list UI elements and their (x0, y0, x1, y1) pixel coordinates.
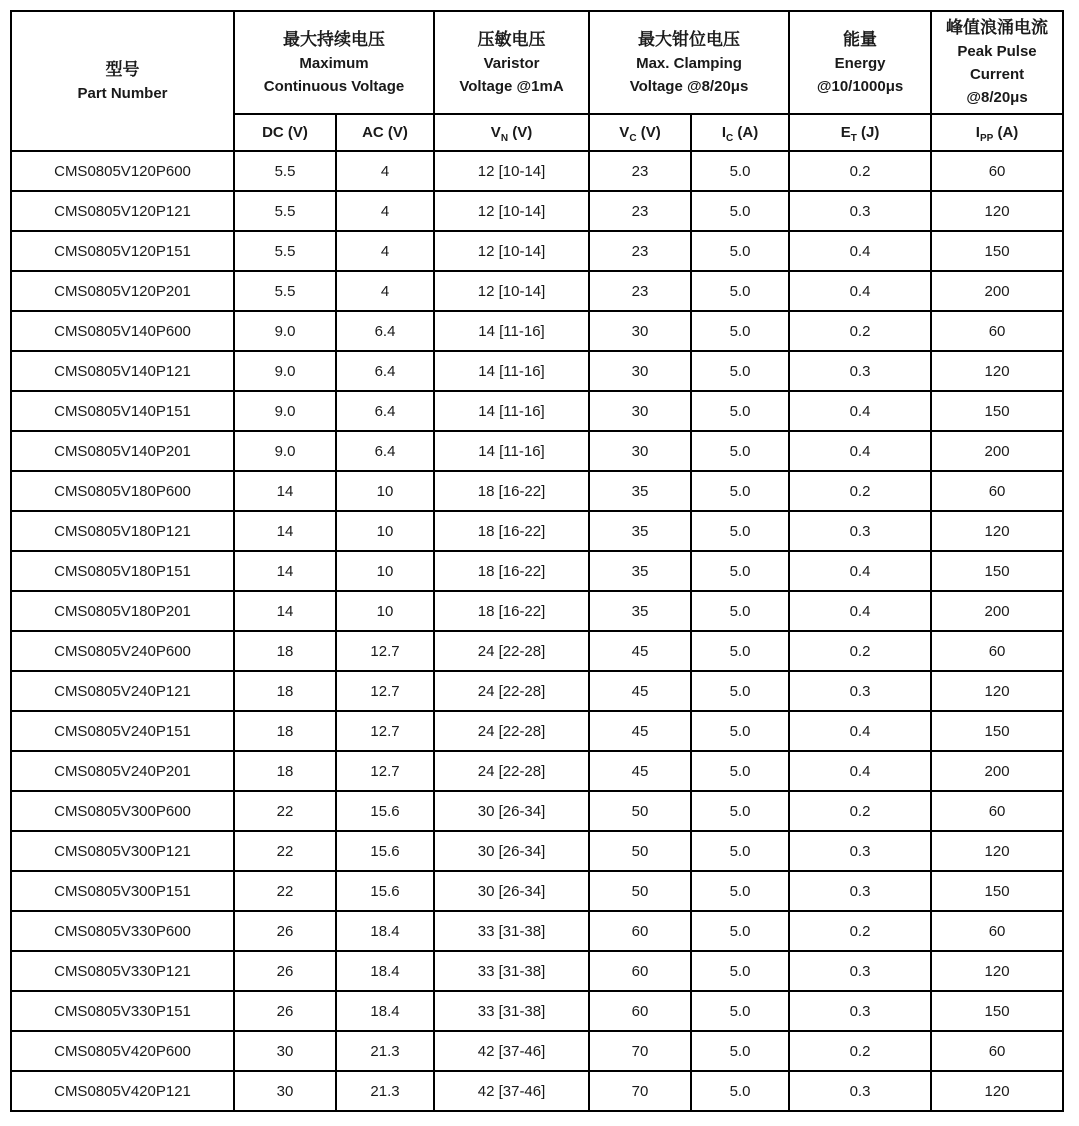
value-cell: 5.5 (234, 231, 336, 271)
value-cell: 10 (336, 551, 434, 591)
value-cell: 0.4 (789, 751, 931, 791)
value-cell: 60 (931, 1031, 1063, 1071)
value-cell: 42 [37-46] (434, 1071, 589, 1111)
value-cell: 70 (589, 1071, 691, 1111)
part-number-cell: CMS0805V180P121 (11, 511, 234, 551)
value-cell: 12.7 (336, 631, 434, 671)
value-cell: 70 (589, 1031, 691, 1071)
group-label-line: 峰值浪涌电流 (946, 18, 1049, 37)
part-number-cell: CMS0805V180P151 (11, 551, 234, 591)
value-cell: 30 (234, 1031, 336, 1071)
value-cell: 24 [22-28] (434, 671, 589, 711)
part-number-cell: CMS0805V180P201 (11, 591, 234, 631)
value-cell: 12.7 (336, 751, 434, 791)
value-cell: 5.0 (691, 551, 789, 591)
table-row (11, 991, 1063, 1031)
value-cell: 0.2 (789, 911, 931, 951)
value-cell: 0.4 (789, 431, 931, 471)
group-label-line: 最大钳位电压 (638, 29, 741, 49)
value-cell: 14 [11-16] (434, 431, 589, 471)
group-label-line: Current (969, 66, 1025, 83)
value-cell: 150 (931, 711, 1063, 751)
value-cell: 10 (336, 511, 434, 551)
value-cell: 5.0 (691, 431, 789, 471)
value-cell: 14 [11-16] (434, 391, 589, 431)
table-row (11, 831, 1063, 871)
value-cell: 33 [31-38] (434, 991, 589, 1031)
table-row (11, 311, 1063, 351)
value-cell: 12 [10-14] (434, 271, 589, 311)
header-dc-v (234, 114, 336, 151)
value-cell: 5.0 (691, 1031, 789, 1071)
column-label: V (490, 124, 501, 141)
value-cell: 6.4 (336, 431, 434, 471)
part-number-cell: CMS0805V330P121 (11, 951, 234, 991)
value-cell: 18 [16-22] (434, 511, 589, 551)
value-cell: 5.0 (691, 271, 789, 311)
value-cell: 24 [22-28] (434, 631, 589, 671)
header-ic (691, 114, 789, 151)
value-cell: 6.4 (336, 391, 434, 431)
value-cell: 18 [16-22] (434, 471, 589, 511)
value-cell: 18.4 (336, 991, 434, 1031)
value-cell: 5.0 (691, 511, 789, 551)
value-cell: 4 (336, 191, 434, 231)
value-cell: 33 [31-38] (434, 911, 589, 951)
value-cell: 6.4 (336, 351, 434, 391)
table-row (11, 231, 1063, 271)
value-cell: 30 [26-34] (434, 831, 589, 871)
table-header (11, 11, 1063, 151)
table-row (11, 1071, 1063, 1111)
value-cell: 5.5 (234, 271, 336, 311)
header-ipp (931, 114, 1063, 151)
column-subscript: N (500, 133, 509, 144)
value-cell: 5.0 (691, 951, 789, 991)
table-body (11, 151, 1063, 1111)
value-cell: 30 [26-34] (434, 791, 589, 831)
header-group-row (11, 11, 1063, 114)
value-cell: 24 [22-28] (434, 711, 589, 751)
value-cell: 14 (234, 551, 336, 591)
value-cell: 5.0 (691, 791, 789, 831)
table-row (11, 791, 1063, 831)
value-cell: 0.3 (789, 991, 931, 1031)
group-label-line: Peak Pulse (957, 43, 1037, 60)
header-group-varistor-voltage (434, 11, 589, 114)
value-cell: 12.7 (336, 711, 434, 751)
value-cell: 9.0 (234, 351, 336, 391)
column-unit: (V) (636, 124, 661, 141)
table-row (11, 631, 1063, 671)
group-label-line: Max. Clamping (636, 54, 742, 72)
column-subscript: C (629, 133, 637, 144)
value-cell: 35 (589, 551, 691, 591)
column-unit: (J) (856, 124, 880, 141)
table-row (11, 751, 1063, 791)
column-label: E (840, 124, 851, 141)
value-cell: 200 (931, 271, 1063, 311)
group-label-line: Maximum (299, 54, 369, 72)
value-cell: 18 [16-22] (434, 591, 589, 631)
value-cell: 18.4 (336, 951, 434, 991)
column-label: V (619, 124, 630, 141)
group-label-line: Voltage @1mA (459, 77, 564, 95)
value-cell: 60 (931, 471, 1063, 511)
column-label: DC (262, 124, 284, 141)
value-cell: 0.4 (789, 391, 931, 431)
value-cell: 12 [10-14] (434, 191, 589, 231)
value-cell: 5.0 (691, 831, 789, 871)
value-cell: 120 (931, 191, 1063, 231)
value-cell: 10 (336, 591, 434, 631)
value-cell: 12 [10-14] (434, 151, 589, 191)
value-cell: 0.3 (789, 871, 931, 911)
value-cell: 60 (931, 791, 1063, 831)
value-cell: 12 [10-14] (434, 231, 589, 271)
group-label-line: Energy (834, 54, 886, 72)
header-group-max-clamping-voltage (589, 11, 789, 114)
value-cell: 0.3 (789, 511, 931, 551)
column-subscript: PP (979, 133, 994, 144)
value-cell: 35 (589, 591, 691, 631)
table-row (11, 591, 1063, 631)
value-cell: 30 (589, 351, 691, 391)
header-group-peak-pulse-current (931, 11, 1063, 114)
value-cell: 50 (589, 831, 691, 871)
value-cell: 150 (931, 391, 1063, 431)
part-number-label-zh: 型号 (105, 59, 140, 79)
part-number-cell: CMS0805V240P121 (11, 671, 234, 711)
value-cell: 4 (336, 231, 434, 271)
value-cell: 5.0 (691, 191, 789, 231)
value-cell: 0.2 (789, 791, 931, 831)
value-cell: 18 (234, 711, 336, 751)
part-number-cell: CMS0805V140P600 (11, 311, 234, 351)
value-cell: 0.3 (789, 1071, 931, 1111)
part-number-cell: CMS0805V300P151 (11, 871, 234, 911)
value-cell: 26 (234, 991, 336, 1031)
value-cell: 23 (589, 151, 691, 191)
value-cell: 0.3 (789, 671, 931, 711)
value-cell: 5.5 (234, 151, 336, 191)
value-cell: 14 (234, 511, 336, 551)
value-cell: 5.0 (691, 351, 789, 391)
part-number-cell: CMS0805V120P600 (11, 151, 234, 191)
table-row (11, 1031, 1063, 1071)
value-cell: 12.7 (336, 671, 434, 711)
value-cell: 150 (931, 991, 1063, 1031)
value-cell: 5.0 (691, 631, 789, 671)
value-cell: 5.0 (691, 471, 789, 511)
value-cell: 30 (589, 311, 691, 351)
value-cell: 150 (931, 551, 1063, 591)
column-unit: (V) (283, 124, 308, 141)
value-cell: 24 [22-28] (434, 751, 589, 791)
table-row (11, 671, 1063, 711)
group-label-line: 最大持续电压 (283, 29, 385, 49)
value-cell: 30 (589, 391, 691, 431)
value-cell: 15.6 (336, 831, 434, 871)
header-part-number (11, 11, 234, 151)
value-cell: 22 (234, 791, 336, 831)
value-cell: 120 (931, 951, 1063, 991)
value-cell: 18 (234, 671, 336, 711)
value-cell: 14 (234, 471, 336, 511)
part-number-cell: CMS0805V240P600 (11, 631, 234, 671)
value-cell: 15.6 (336, 871, 434, 911)
column-label: I (721, 124, 726, 141)
value-cell: 33 [31-38] (434, 951, 589, 991)
varistor-spec-table (10, 10, 1064, 1112)
part-number-cell: CMS0805V180P600 (11, 471, 234, 511)
value-cell: 35 (589, 511, 691, 551)
value-cell: 45 (589, 671, 691, 711)
value-cell: 6.4 (336, 311, 434, 351)
value-cell: 0.4 (789, 271, 931, 311)
value-cell: 0.4 (789, 711, 931, 751)
column-label: I (975, 124, 980, 141)
value-cell: 60 (931, 151, 1063, 191)
value-cell: 150 (931, 231, 1063, 271)
value-cell: 26 (234, 911, 336, 951)
column-unit: (A) (993, 124, 1019, 141)
value-cell: 9.0 (234, 311, 336, 351)
group-label-line: 压敏电压 (477, 29, 546, 49)
header-group-max-continuous-voltage (234, 11, 434, 114)
header-vn (434, 114, 589, 151)
value-cell: 0.2 (789, 471, 931, 511)
value-cell: 50 (589, 791, 691, 831)
value-cell: 60 (931, 311, 1063, 351)
column-subscript: T (850, 133, 857, 144)
value-cell: 15.6 (336, 791, 434, 831)
part-number-label-en: Part Number (77, 84, 168, 102)
value-cell: 5.0 (691, 591, 789, 631)
value-cell: 0.2 (789, 151, 931, 191)
value-cell: 23 (589, 271, 691, 311)
value-cell: 0.3 (789, 951, 931, 991)
value-cell: 50 (589, 871, 691, 911)
table-row (11, 271, 1063, 311)
value-cell: 200 (931, 751, 1063, 791)
value-cell: 5.0 (691, 1071, 789, 1111)
table-row (11, 551, 1063, 591)
header-group-energy (789, 11, 931, 114)
part-number-cell: CMS0805V330P151 (11, 991, 234, 1031)
value-cell: 9.0 (234, 391, 336, 431)
value-cell: 120 (931, 831, 1063, 871)
group-label-line: 能量 (843, 29, 878, 49)
value-cell: 30 (589, 431, 691, 471)
value-cell: 200 (931, 591, 1063, 631)
value-cell: 120 (931, 671, 1063, 711)
part-number-cell: CMS0805V240P201 (11, 751, 234, 791)
value-cell: 42 [37-46] (434, 1031, 589, 1071)
value-cell: 5.0 (691, 311, 789, 351)
group-label-line: Voltage @8/20μs (629, 77, 749, 95)
value-cell: 5.0 (691, 991, 789, 1031)
value-cell: 10 (336, 471, 434, 511)
part-number-cell: CMS0805V300P121 (11, 831, 234, 871)
value-cell: 150 (931, 871, 1063, 911)
table-row (11, 351, 1063, 391)
value-cell: 5.0 (691, 871, 789, 911)
column-unit: (V) (383, 124, 408, 141)
part-number-cell: CMS0805V120P201 (11, 271, 234, 311)
value-cell: 120 (931, 511, 1063, 551)
value-cell: 45 (589, 751, 691, 791)
table-row (11, 511, 1063, 551)
value-cell: 0.4 (789, 591, 931, 631)
column-label: AC (362, 124, 384, 141)
table-row (11, 871, 1063, 911)
value-cell: 5.0 (691, 671, 789, 711)
table-row (11, 471, 1063, 511)
value-cell: 18 [16-22] (434, 551, 589, 591)
value-cell: 14 (234, 591, 336, 631)
value-cell: 5.0 (691, 911, 789, 951)
value-cell: 26 (234, 951, 336, 991)
part-number-cell: CMS0805V120P151 (11, 231, 234, 271)
value-cell: 0.4 (789, 231, 931, 271)
part-number-cell: CMS0805V240P151 (11, 711, 234, 751)
value-cell: 60 (931, 911, 1063, 951)
value-cell: 0.2 (789, 311, 931, 351)
value-cell: 4 (336, 271, 434, 311)
table-row (11, 711, 1063, 751)
value-cell: 5.0 (691, 711, 789, 751)
part-number-cell: CMS0805V420P121 (11, 1071, 234, 1111)
value-cell: 22 (234, 831, 336, 871)
value-cell: 4 (336, 151, 434, 191)
value-cell: 200 (931, 431, 1063, 471)
column-unit: (V) (508, 124, 533, 141)
value-cell: 5.0 (691, 231, 789, 271)
value-cell: 0.2 (789, 631, 931, 671)
value-cell: 60 (589, 991, 691, 1031)
value-cell: 18 (234, 631, 336, 671)
value-cell: 23 (589, 231, 691, 271)
table-row (11, 151, 1063, 191)
table-row (11, 431, 1063, 471)
value-cell: 60 (589, 951, 691, 991)
table-row (11, 951, 1063, 991)
value-cell: 21.3 (336, 1071, 434, 1111)
value-cell: 23 (589, 191, 691, 231)
value-cell: 45 (589, 711, 691, 751)
group-label-line: @8/20μs (966, 89, 1028, 106)
header-ac-v (336, 114, 434, 151)
value-cell: 5.0 (691, 751, 789, 791)
part-number-cell: CMS0805V120P121 (11, 191, 234, 231)
value-cell: 0.4 (789, 551, 931, 591)
column-unit: (A) (733, 124, 759, 141)
value-cell: 14 [11-16] (434, 351, 589, 391)
part-number-cell: CMS0805V300P600 (11, 791, 234, 831)
header-vc (589, 114, 691, 151)
column-subscript: C (725, 133, 734, 144)
value-cell: 35 (589, 471, 691, 511)
value-cell: 22 (234, 871, 336, 911)
value-cell: 9.0 (234, 431, 336, 471)
value-cell: 120 (931, 1071, 1063, 1111)
value-cell: 5.5 (234, 191, 336, 231)
value-cell: 30 (234, 1071, 336, 1111)
group-label-line: Varistor (483, 54, 540, 72)
header-et (789, 114, 931, 151)
value-cell: 0.2 (789, 1031, 931, 1071)
part-number-cell: CMS0805V140P201 (11, 431, 234, 471)
table-row (11, 391, 1063, 431)
value-cell: 60 (931, 631, 1063, 671)
value-cell: 21.3 (336, 1031, 434, 1071)
table-row (11, 191, 1063, 231)
part-number-cell: CMS0805V140P151 (11, 391, 234, 431)
value-cell: 5.0 (691, 391, 789, 431)
value-cell: 30 [26-34] (434, 871, 589, 911)
value-cell: 14 [11-16] (434, 311, 589, 351)
value-cell: 18.4 (336, 911, 434, 951)
value-cell: 0.3 (789, 191, 931, 231)
value-cell: 60 (589, 911, 691, 951)
value-cell: 0.3 (789, 831, 931, 871)
value-cell: 5.0 (691, 151, 789, 191)
part-number-cell: CMS0805V420P600 (11, 1031, 234, 1071)
value-cell: 18 (234, 751, 336, 791)
part-number-cell: CMS0805V330P600 (11, 911, 234, 951)
value-cell: 120 (931, 351, 1063, 391)
value-cell: 0.3 (789, 351, 931, 391)
group-label-line: Continuous Voltage (263, 77, 405, 95)
table-row (11, 911, 1063, 951)
group-label-line: @10/1000μs (816, 77, 904, 95)
value-cell: 45 (589, 631, 691, 671)
part-number-cell: CMS0805V140P121 (11, 351, 234, 391)
